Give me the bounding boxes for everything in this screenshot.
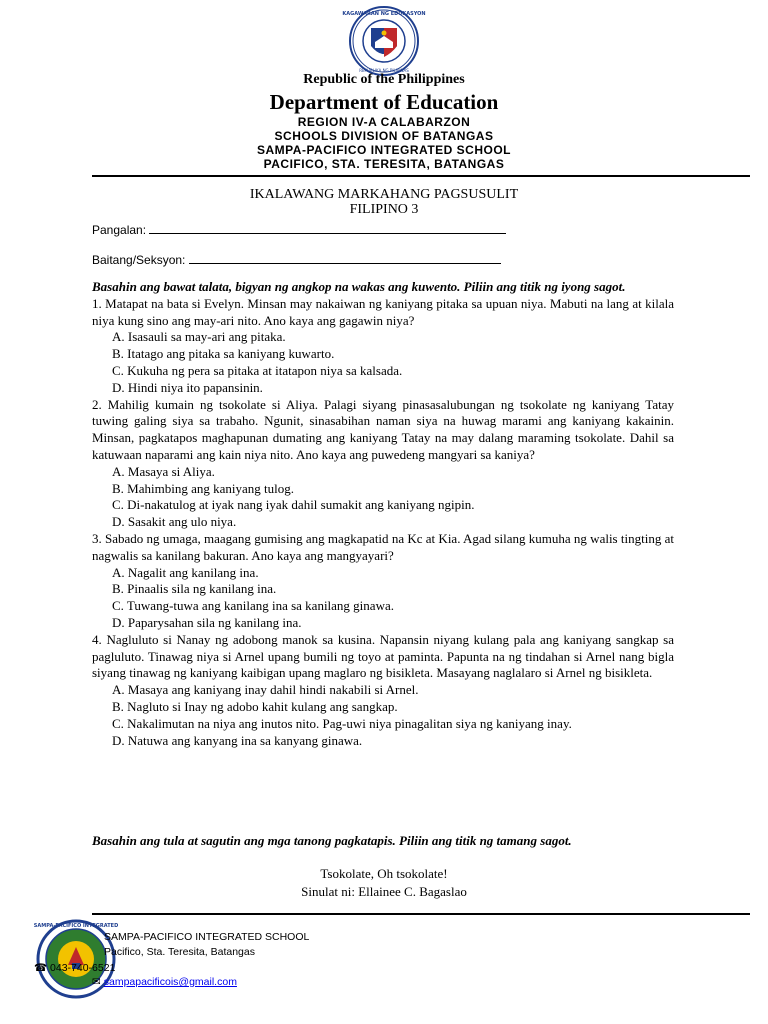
deped-seal-logo [340,6,428,76]
choice: A. Masaya ang kaniyang inay dahil hindi nakabili si Arnel. [112,682,419,698]
choices-2 [92,464,674,531]
email-icon: ✉ [92,976,101,988]
choice: A. Isasauli sa may-ari ang pitaka. [112,329,286,345]
choice: C. Kukuha ng pera sa pitaka at itatapon niya sa kalsada. [112,362,403,378]
phone-icon: ☎ [34,962,48,974]
poem-author: Sinulat ni: Ellainee C. Bagaslao [301,884,467,899]
region-line: REGION IV-A CALABARZON [297,115,471,129]
choices-3 [92,565,674,632]
choice: D. Sasakit ang ulo niya. [112,514,237,530]
choice: C. Tuwang-tuwa ang kanilang ina sa kanilang ginawa. [112,598,394,614]
choice: D. Natuwa ang kanyang ina sa kanyang ginawa. [112,732,363,748]
choice: B. Pinaalis sila ng kanilang ina. [112,581,277,597]
footer-address: Pacifico, Sta. Teresita, Batangas [104,946,255,958]
choice: C. Di-nakatulog at iyak nang iyak dahil sumakit ang kaniyang ngipin. [112,497,475,513]
name-blank[interactable] [149,222,506,234]
instructions: Basahin ang bawat talata, bigyan ng angkop na wakas ang kuwento. Piliin ang titik ng iyong sagot. [92,279,626,294]
grade-section-field[interactable] [92,252,501,267]
footer-email [92,976,237,988]
exam-subject: FILIPINO 3 [349,202,419,217]
name-field[interactable] [92,222,506,237]
question-3: 3. Sabado ng umaga, maagang gumising ang magkapatid na Kc at Kia. Agad silang kumuha ng walis tingting at nagwalis sa kanilang bakuran. Ano kaya ang mangyayari? [92,530,674,563]
header-divider [92,175,750,177]
choice: A. Masaya si Aliya. [112,463,215,479]
division-line: SCHOOLS DIVISION OF BATANGAS [274,129,494,143]
school-line: SAMPA-PACIFICO INTEGRATED SCHOOL [257,143,511,157]
question-1: 1. Matapat na bata si Evelyn. Minsan may nakaiwan ng kaniyang pitaka sa upuan niya. Mabuti na lang at kilala niya kung sino ang may-ari nito. Ano kaya ang gagawin niya? [92,295,674,328]
choices-4 [92,682,674,749]
grade-section-blank[interactable] [189,252,501,264]
email-link[interactable]: sampapacificois@gmail.com [103,976,237,988]
questions-section [92,279,674,749]
seal-top-text: KAGAWARAN NG EDUKASYON [342,11,426,17]
footer-phone [34,962,115,974]
address-line: PACIFICO, STA. TERESITA, BATANGAS [263,157,505,171]
seal-bottom-text: REPUBLIKA NG PILIPINAS [359,68,409,73]
footer-divider [92,913,750,915]
choice: C. Nakalimutan na niya ang inutos nito. Pag-uwi niya pinagalitan siya ng kaniyang inay. [112,715,572,731]
grade-section-label: Baitang/Seksyon: [92,253,186,267]
question-4: 4. Nagluluto si Nanay ng adobong manok sa kusina. Napansin niyang kulang pala ang kaniyang sangkap sa pagluluto. Tinawag niya si Arnel upang bumili ng toyo at paminta. Papunta na ng tindahan si Arnel nang bigla siyang tinawag ng kaniyang kaibigan upang maglaro ng bisikleta. Masayang naglalaro si Arnel ng bisikleta. [92,631,674,681]
poem-title: Tsokolate, Oh tsokolate! [320,866,448,881]
choice: B. Mahimbing ang kaniyang tulog. [112,480,294,496]
footer-school: SAMPA-PACIFICO INTEGRATED SCHOOL [104,931,310,943]
choices-1 [92,329,674,396]
department-title: Department of Education [269,90,499,114]
choice: A. Nagalit ang kanilang ina. [112,564,259,580]
exam-title: IKALAWANG MARKAHANG PAGSUSULIT [249,187,519,202]
choice: D. Paparysahan sila ng kanilang ina. [112,614,302,630]
choice: B. Nagluto si Inay ng adobo kahit kulang ang sangkap. [112,698,398,714]
poem-instructions: Basahin ang tula at sagutin ang mga tanong pagkatapis. Piliin ang titik ng tamang sagot. [92,833,572,848]
school-seal-text: SAMPA-PACIFICO INTEGRATED [34,923,118,929]
phone-number: 043-740-6521 [50,962,116,974]
choice: B. Itatago ang pitaka sa kaniyang kuwarto. [112,346,335,362]
republic-title: Republic of the Philippines [303,72,465,87]
choice: D. Hindi niya ito papansinin. [112,379,263,395]
question-2: 2. Mahilig kumain ng tsokolate si Aliya. Palagi siyang pinasasalubungan ng tsokolate ng kaniyang Tatay tuwing galing siya sa trabaho. Ngunit, sinasabihan naman siya na huwag marami ang kaniyang kakainin. Minsan, pagkatapos maghapunan dumating ang kaniyang Tatay na may dalang maraming tsokolate. Dahil sa katuwaan naparami ang kain niya nito. Ano kaya ang puwedeng mangyari sa kaniya? [92,396,674,462]
name-label: Pangalan: [92,223,147,237]
